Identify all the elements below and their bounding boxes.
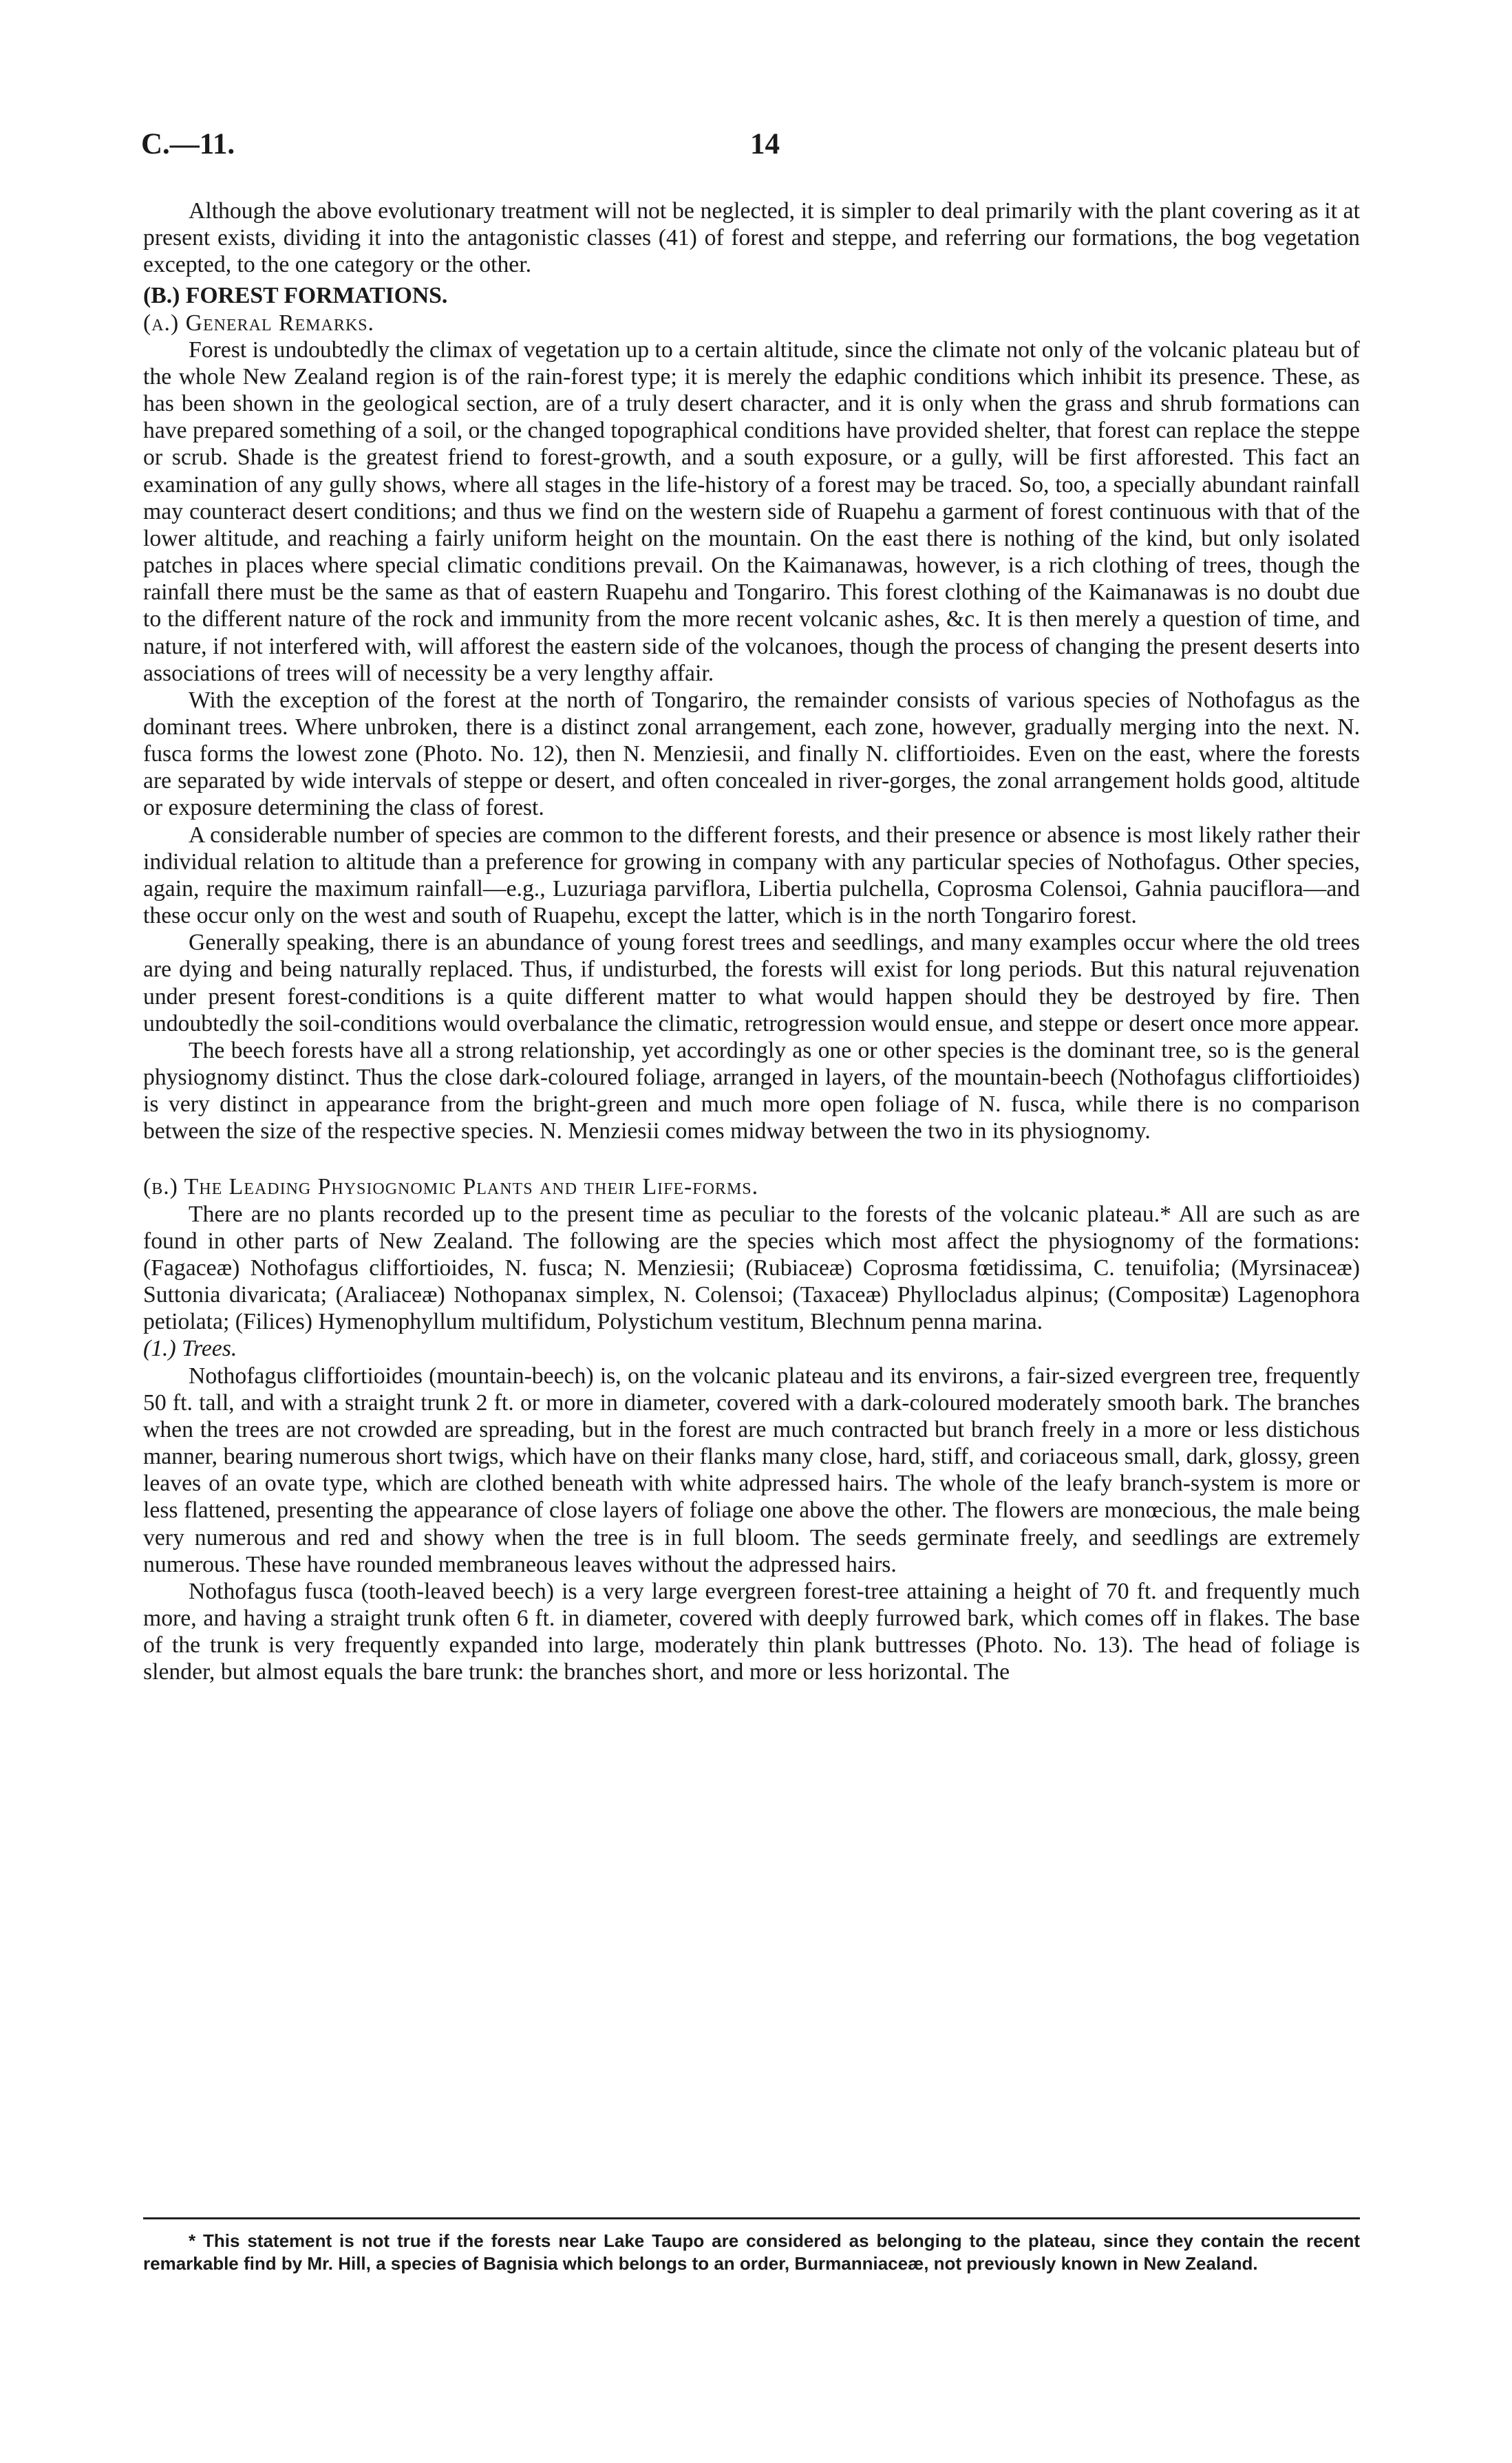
paragraph: Nothofagus cliffortioides (mountain-beech) is, on the volcanic plateau and its environs, a fair-sized evergreen tree, frequently 50 ft. tall, and with a straight trunk 2 ft. or more in diameter, covered with a dark-coloured moderately smooth bark. The branches when the trees are not crowded are spreading, but in the forest are much contracted but branch freely in a more or less distichous manner, bearing numerous short twigs, which have on their flanks many close, hard, stiff, and coriaceous small, dark, glossy, green leaves of an ovate type, which are clothed beneath with white adpressed hairs. The whole of the leafy branch-system is more or less flattened, presenting the appearance of close layers of foliage one above the other. The flowers are monœcious, the male being very numerous and red and showy when the tree is in full bloom. The seeds germinate freely, and seedlings are extremely numerous. These have rounded membraneous leaves without the adpressed hairs.: [143, 1363, 1360, 1577]
section-heading-forest-formations: (B.) FOREST FORMATIONS.: [143, 283, 448, 309]
paragraph: Nothofagus fusca (tooth-leaved beech) is a very large evergreen forest-tree attaining a height of 70 ft. and frequently much more, and having a straight trunk often 6 ft. in diameter, covered with deeply furrowed bark, which comes off in flakes. The base of the trunk is very frequently expanded into large, moderately thin plank buttresses (Photo. No. 13). The head of foliage is slender, but almost equals the bare trunk: the branches short, and more or less horizontal. The: [143, 1578, 1360, 1685]
subheading-leading-plants: (b.) The Leading Physiognomic Plants and their Life-forms.: [143, 1174, 759, 1200]
intro-paragraph: Although the above evolutionary treatment will not be neglected, it is simpler to deal primarily with the plant covering as it at present exists, dividing it into the antagonistic classes (41) of forest and steppe, and referring our formations, the bog vegetation excepted, to the one category or the other.: [143, 198, 1360, 278]
paragraph: The beech forests have all a strong relationship, yet accordingly as one or other species is the dominant tree, so is the general physiognomy distinct. Thus the close dark-coloured foliage, arranged in layers, of the mountain-beech (Nothofagus cliffortioides) is very distinct in appearance from the bright-green and much more open foliage of N. fusca, while there is no comparison between the size of the respective species. N. Menziesii comes midway between the two in its physiognomy.: [143, 1037, 1360, 1144]
footnote: * This statement is not true if the forests near Lake Taupo are considered as belonging to the plateau, since they contain the recent remarkable find by Mr. Hill, a species of Bagnisia which belongs to an order, Burmanniaceæ, not previously known in New Zealand.: [143, 2230, 1360, 2274]
text-column: [143, 198, 1360, 1685]
page-header: [141, 127, 1371, 175]
footnote-divider: [143, 2217, 1360, 2219]
page-number: 14: [750, 128, 780, 160]
paragraph: There are no plants recorded up to the present time as peculiar to the forests of the volcanic plateau.* All are such as are found in other parts of New Zealand. The following are the species which most affect the physiognomy of the formations: (Fagaceæ) Nothofagus cliffortioides, N. fusca; N. Menziesii; (Rubiaceæ) Coprosma fœtidissima, C. tenuifolia; (Myrsinaceæ) Suttonia divaricata; (Araliaceæ) Nothopanax simplex, N. Colensoi; (Taxaceæ) Phyllocladus alpinus; (Compositæ) Lagenophora petiolata; (Filices) Hymenophyllum multifidum, Polystichum vestitum, Blechnum penna marina.: [143, 1201, 1360, 1335]
subheading-trees: (1.) Trees.: [143, 1336, 237, 1362]
subheading-general-remarks: (a.) General Remarks.: [143, 310, 374, 336]
paragraph: With the exception of the forest at the north of Tongariro, the remainder consists of various species of Nothofagus as the dominant trees. Where unbroken, there is a distinct zonal arrangement, each zone, however, gradually merging into the next. N. fusca forms the lowest zone (Photo. No. 12), then N. Menziesii, and finally N. cliffortioides. Even on the east, where the forests are separated by wide intervals of steppe or desert, and often concealed in river-gorges, the zonal arrangement holds good, altitude or exposure determining the class of forest.: [143, 687, 1360, 821]
paragraph: Generally speaking, there is an abundance of young forest trees and seedlings, and many examples occur where the old trees are dying and being naturally replaced. Thus, if undisturbed, the forests will exist for long periods. But this natural rejuvenation under present forest-conditions is a quite different matter to what would happen should they be destroyed by fire. Then undoubtedly the soil-conditions would overbalance the climatic, retrogression would ensue, and steppe or desert once more appear.: [143, 930, 1360, 1036]
paragraph: Forest is undoubtedly the climax of vegetation up to a certain altitude, since the climate not only of the volcanic plateau but of the whole New Zealand region is of the rain-forest type; it is merely the edaphic conditions which inhibit its presence. These, as has been shown in the geological section, are of a truly desert character, and it is only when the grass and shrub formations can have prepared something of a soil, or the changed topographical conditions have provided shelter, that forest can replace the steppe or scrub. Shade is the greatest friend to forest-growth, and a south exposure, or a gully, will be first afforested. This fact an examination of any gully shows, where all stages in the life-history of a forest may be traced. So, too, a specially abundant rainfall may counteract desert conditions; and thus we find on the western side of Ruapehu a garment of forest continuous with that of the lower altitude, and reaching a fairly uniform height on the mountain. On the east there is nothing of the kind, but only isolated patches in places where special climatic conditions prevail. On the Kaimanawas, however, is a rich clothing of trees, though the rainfall there must be the same as that of eastern Ruapehu and Tongariro. This forest clothing of the Kaimanawas is no doubt due to the different nature of the rock and immunity from the more recent volcanic ashes, &c. It is then merely a question of time, and nature, if not interfered with, will afforest the eastern side of the volcanoes, though the process of changing the present deserts into associations of trees will of necessity be a very lengthy affair.: [143, 337, 1360, 686]
document-code: C.—11.: [141, 128, 235, 160]
paragraph: A considerable number of species are common to the different forests, and their presence or absence is most likely rather their individual relation to altitude than a preference for growing in company with any particular species of Nothofagus. Other species, again, require the maximum rainfall—e.g., Luzuriaga parviflora, Libertia pulchella, Coprosma Colensoi, Gahnia pauciflora—and these occur only on the west and south of Ruapehu, except the latter, which is in the north Tongariro forest.: [143, 822, 1360, 929]
